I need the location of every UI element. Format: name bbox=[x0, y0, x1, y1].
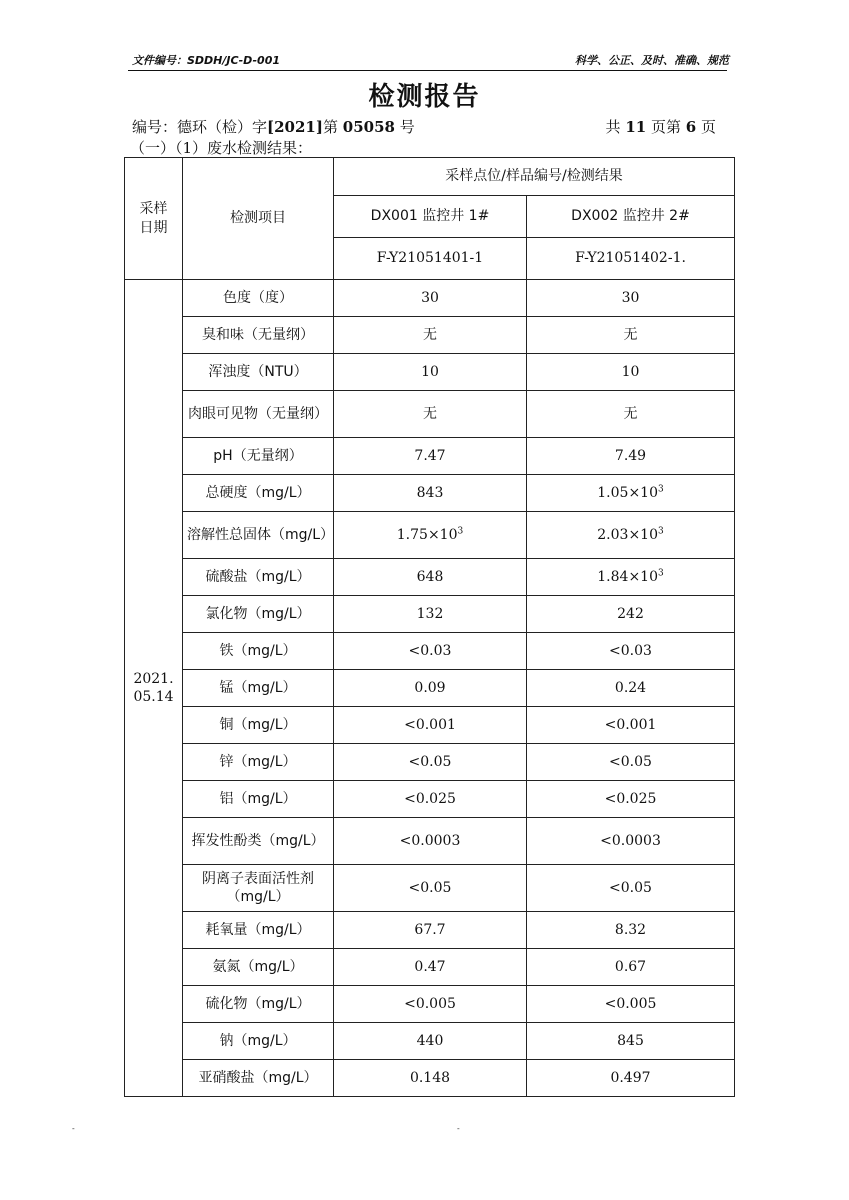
result-dx002: <0.005 bbox=[527, 986, 735, 1023]
header-rule bbox=[128, 70, 727, 71]
table-row bbox=[125, 512, 735, 559]
sample-id-1: F-Y21051401-1 bbox=[334, 238, 527, 280]
point-header-2: DX002 监控井 2# bbox=[527, 196, 735, 238]
test-item: 亚硝酸盐（mg/L） bbox=[183, 1060, 334, 1097]
table-row bbox=[125, 744, 735, 781]
table-row bbox=[125, 670, 735, 707]
result-dx002: $2.03\times 10^3$ bbox=[527, 512, 735, 559]
report-title: 检测报告 bbox=[368, 82, 481, 112]
result-dx001: <0.0003 bbox=[334, 818, 527, 865]
table-row bbox=[125, 559, 735, 596]
result-dx002: 8.32 bbox=[527, 912, 735, 949]
test-item: 锰（mg/L） bbox=[183, 670, 334, 707]
col-header-item: 检测项目 bbox=[183, 158, 334, 280]
result-dx001: 843 bbox=[334, 475, 527, 512]
test-item: 硫化物（mg/L） bbox=[183, 986, 334, 1023]
result-dx001: <0.001 bbox=[334, 707, 527, 744]
table-row bbox=[125, 438, 735, 475]
result-dx001: <0.025 bbox=[334, 781, 527, 818]
result-dx002: $1.84\times 10^3$ bbox=[527, 559, 735, 596]
result-dx002: 242 bbox=[527, 596, 735, 633]
result-dx002: <0.001 bbox=[527, 707, 735, 744]
table-row bbox=[125, 280, 735, 317]
result-dx001: 无 bbox=[334, 391, 527, 438]
result-dx002: <0.03 bbox=[527, 633, 735, 670]
slogan: 科学、公正、及时、准确、规范 bbox=[575, 54, 729, 67]
result-dx001: 0.47 bbox=[334, 949, 527, 986]
result-dx002: <0.05 bbox=[527, 744, 735, 781]
results-table bbox=[124, 157, 735, 1097]
test-item: 总硬度（mg/L） bbox=[183, 475, 334, 512]
table-row bbox=[125, 596, 735, 633]
table-row bbox=[125, 317, 735, 354]
result-dx002: 10 bbox=[527, 354, 735, 391]
test-item: 铁（mg/L） bbox=[183, 633, 334, 670]
result-dx001: 0.09 bbox=[334, 670, 527, 707]
result-dx002: 无 bbox=[527, 391, 735, 438]
result-dx001: 7.47 bbox=[334, 438, 527, 475]
result-dx001: 132 bbox=[334, 596, 527, 633]
table-row bbox=[125, 949, 735, 986]
test-item: 铝（mg/L） bbox=[183, 781, 334, 818]
test-item: 锌（mg/L） bbox=[183, 744, 334, 781]
sample-id-2: F-Y21051402-1. bbox=[527, 238, 735, 280]
test-item: 阴离子表面活性剂（mg/L） bbox=[183, 865, 334, 912]
test-item: 肉眼可见物（无量纲） bbox=[183, 391, 334, 438]
result-dx002: <0.025 bbox=[527, 781, 735, 818]
result-dx002: <0.0003 bbox=[527, 818, 735, 865]
result-dx001: $1.75\times 10^3$ bbox=[334, 512, 527, 559]
table-row bbox=[125, 354, 735, 391]
file-number: 文件编号：SDDH/JC-D-001 bbox=[132, 54, 281, 67]
test-item: 浑浊度（NTU） bbox=[183, 354, 334, 391]
result-dx002: 0.24 bbox=[527, 670, 735, 707]
result-dx002: $1.05\times 10^3$ bbox=[527, 475, 735, 512]
test-item: 氯化物（mg/L） bbox=[183, 596, 334, 633]
scan-mark-right: - bbox=[457, 1124, 460, 1133]
result-dx001: <0.005 bbox=[334, 986, 527, 1023]
col-header-date: 采样日期 bbox=[125, 158, 183, 280]
table-row bbox=[125, 391, 735, 438]
report-number: 编号：德环（检）字[2021]第 05058 号 bbox=[132, 118, 415, 136]
result-dx001: <0.05 bbox=[334, 744, 527, 781]
table-row bbox=[125, 1023, 735, 1060]
col-header-group: 采样点位/样品编号/检测结果 bbox=[334, 158, 735, 196]
result-dx002: 30 bbox=[527, 280, 735, 317]
test-item: pH（无量纲） bbox=[183, 438, 334, 475]
result-dx001: 30 bbox=[334, 280, 527, 317]
point-header-1: DX001 监控井 1# bbox=[334, 196, 527, 238]
test-item: 钠（mg/L） bbox=[183, 1023, 334, 1060]
result-dx001: <0.03 bbox=[334, 633, 527, 670]
test-item: 臭和味（无量纲） bbox=[183, 317, 334, 354]
result-dx001: 648 bbox=[334, 559, 527, 596]
table-row bbox=[125, 818, 735, 865]
result-dx002: 0.67 bbox=[527, 949, 735, 986]
sampling-date: 2021.05.14 bbox=[125, 280, 183, 1097]
result-dx001: 440 bbox=[334, 1023, 527, 1060]
table-row bbox=[125, 475, 735, 512]
test-item: 铜（mg/L） bbox=[183, 707, 334, 744]
section-heading: （一）（1）废水检测结果： bbox=[130, 139, 313, 157]
test-item: 挥发性酚类（mg/L） bbox=[183, 818, 334, 865]
table-row bbox=[125, 707, 735, 744]
result-dx002: <0.05 bbox=[527, 865, 735, 912]
result-dx001: 0.148 bbox=[334, 1060, 527, 1097]
result-dx002: 0.497 bbox=[527, 1060, 735, 1097]
result-dx001: <0.05 bbox=[334, 865, 527, 912]
table-row bbox=[125, 986, 735, 1023]
result-dx002: 7.49 bbox=[527, 438, 735, 475]
page-counter: 共 11 页第 6 页 bbox=[605, 118, 716, 136]
result-dx002: 无 bbox=[527, 317, 735, 354]
table-row bbox=[125, 633, 735, 670]
test-item: 溶解性总固体（mg/L） bbox=[183, 512, 334, 559]
test-item: 耗氧量（mg/L） bbox=[183, 912, 334, 949]
table-row bbox=[125, 865, 735, 912]
result-dx001: 10 bbox=[334, 354, 527, 391]
table-row bbox=[125, 1060, 735, 1097]
test-item: 氨氮（mg/L） bbox=[183, 949, 334, 986]
test-item: 硫酸盐（mg/L） bbox=[183, 559, 334, 596]
test-item: 色度（度） bbox=[183, 280, 334, 317]
scan-mark-left: - bbox=[72, 1124, 75, 1133]
result-dx001: 无 bbox=[334, 317, 527, 354]
result-dx001: 67.7 bbox=[334, 912, 527, 949]
table-row bbox=[125, 912, 735, 949]
result-dx002: 845 bbox=[527, 1023, 735, 1060]
table-row bbox=[125, 781, 735, 818]
